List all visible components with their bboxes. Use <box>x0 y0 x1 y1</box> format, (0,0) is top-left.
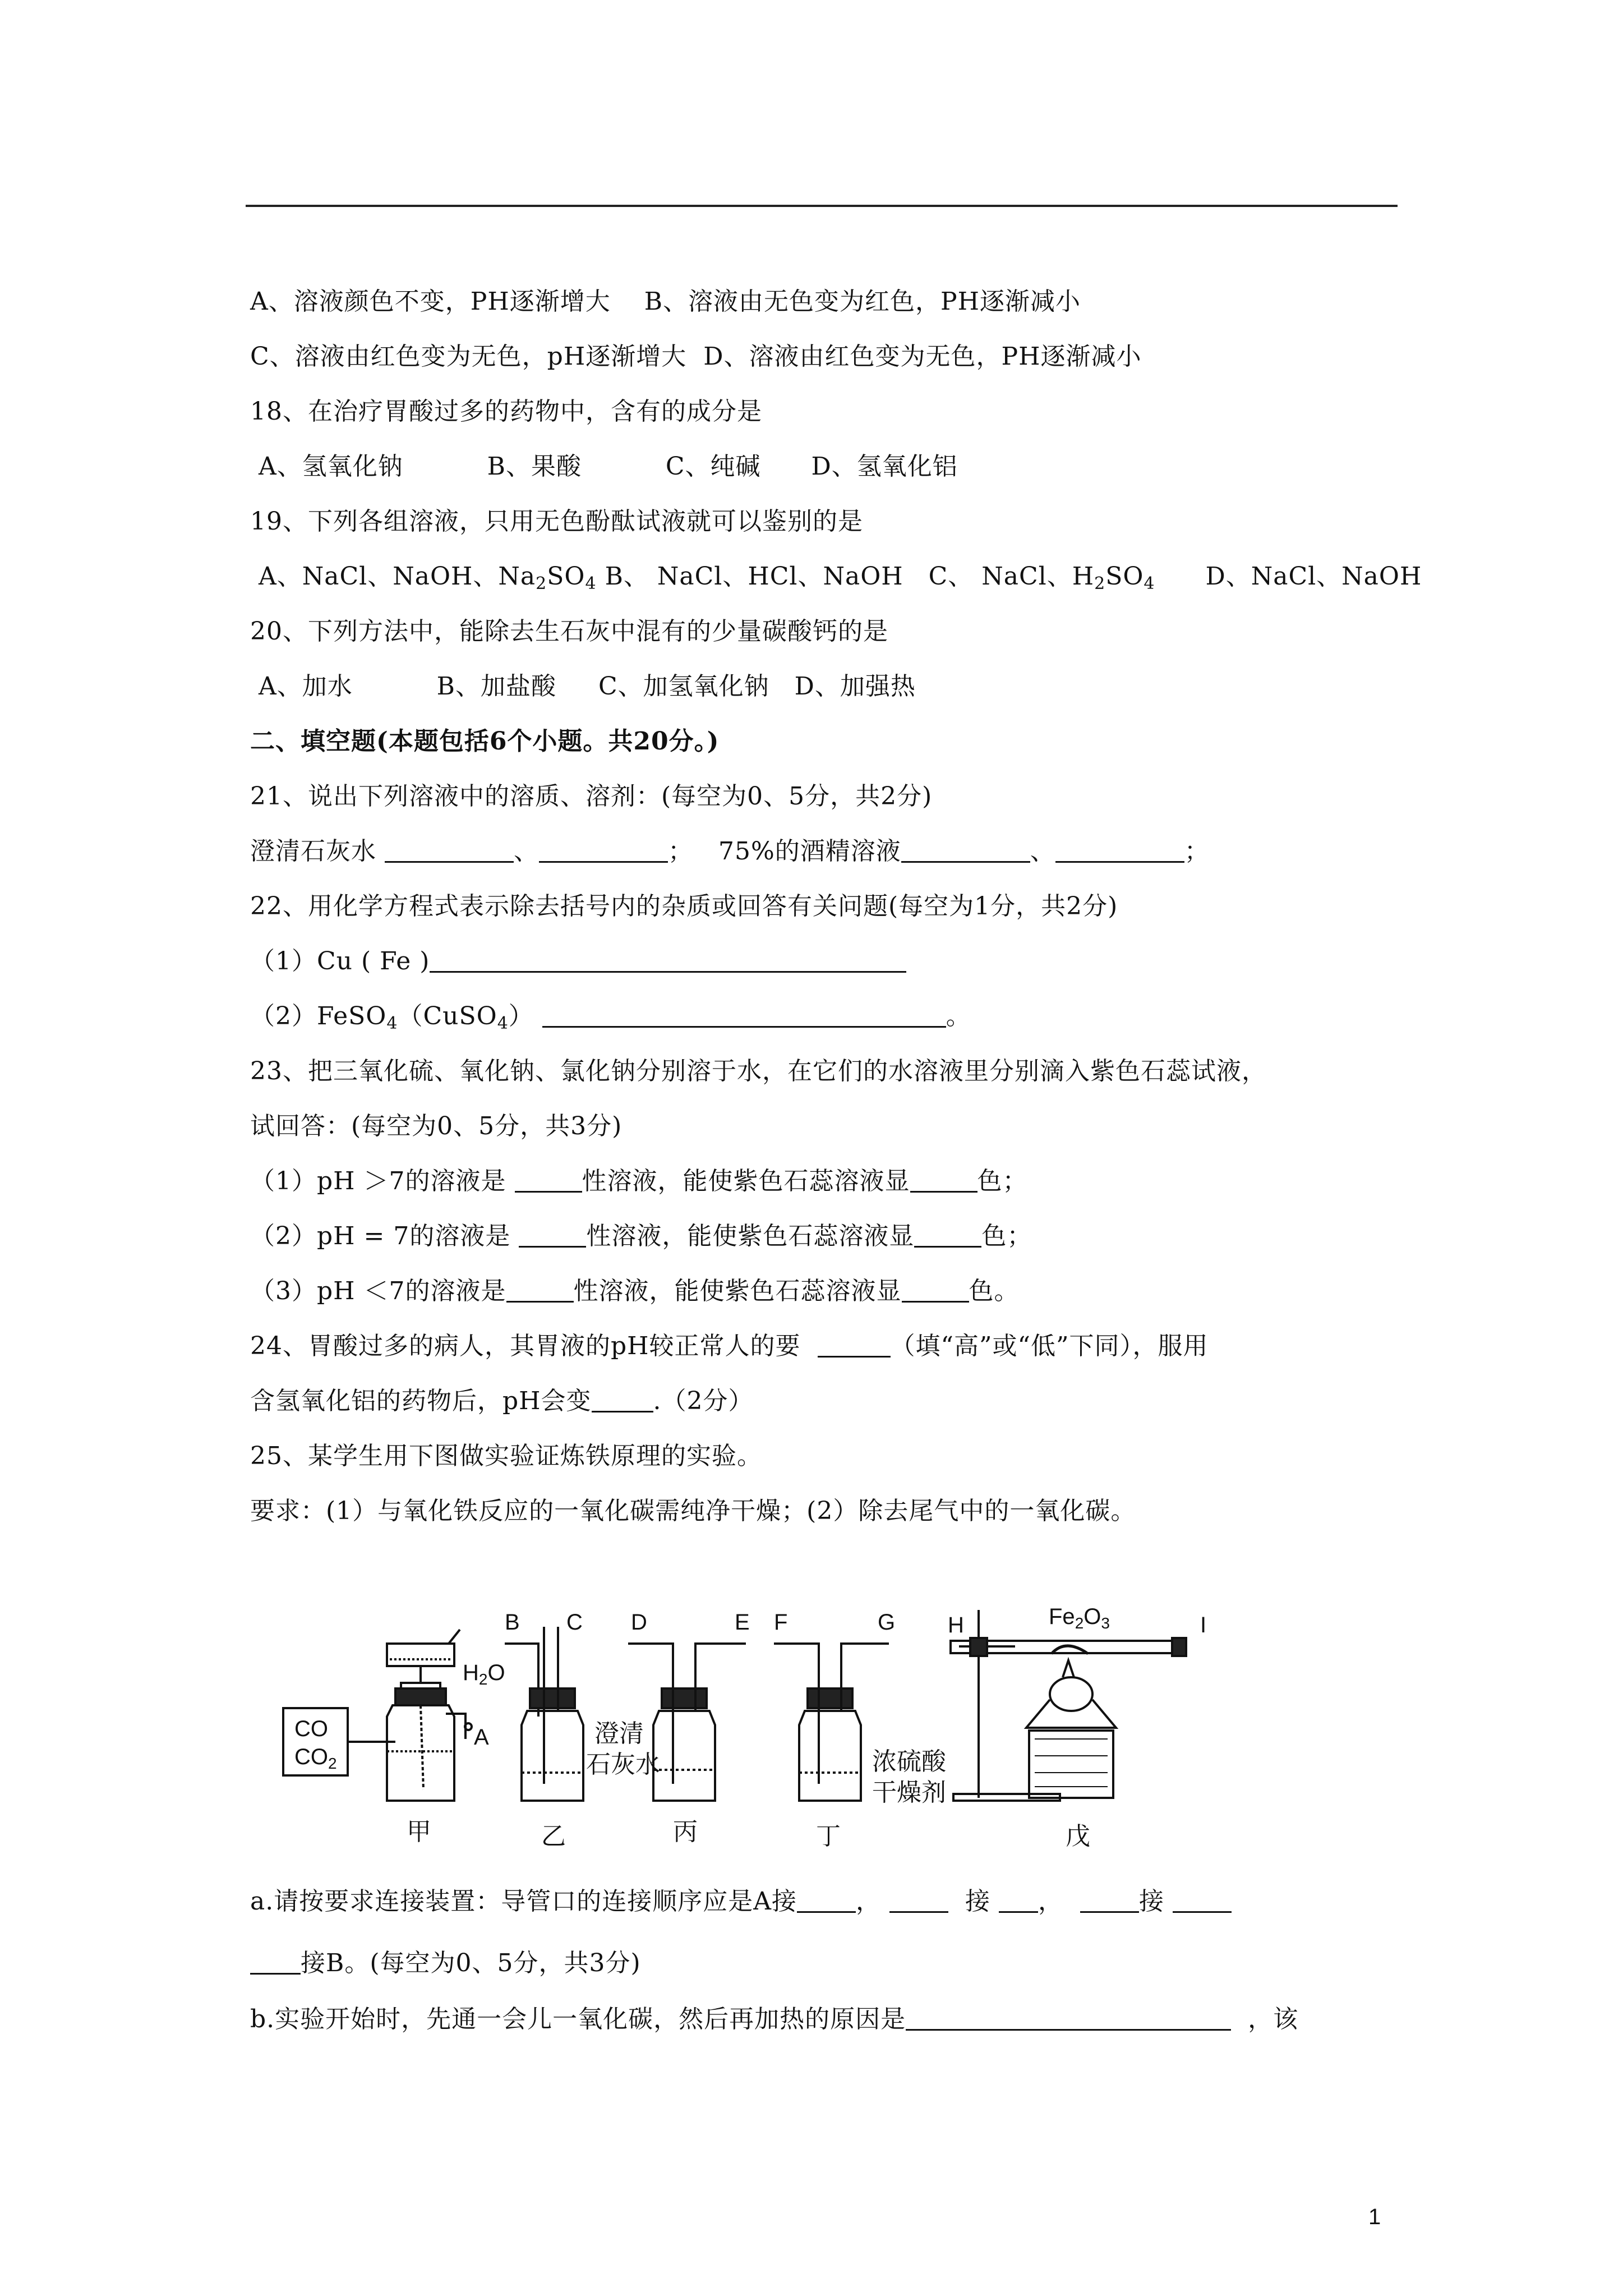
q25-a-line1: a.请按要求连接装置：导管口的连接顺序应是A接 ， 接 ， 接 <box>250 1885 1232 1918</box>
q25-blank2[interactable] <box>889 1885 948 1913</box>
q18-stem: 18、在治疗胃酸过多的药物中，含有的成分是 <box>250 397 762 426</box>
q17-option-c: C、溶液由红色变为无色，pH逐渐增大 <box>250 342 687 371</box>
q25-blank1[interactable] <box>797 1885 856 1913</box>
apparatus-ding <box>774 1644 889 1801</box>
q24-blank1[interactable] <box>818 1330 891 1358</box>
q23-blank3b[interactable] <box>902 1275 969 1303</box>
q18-option-c: C、纯碱 <box>665 452 761 481</box>
q21-item1: 澄清石灰水 <box>250 837 376 866</box>
q20-stem: 20、下列方法中，能除去生石灰中混有的少量碳酸钙的是 <box>250 617 888 646</box>
q22-blank2[interactable] <box>542 1000 946 1028</box>
q19-stem: 19、下列各组溶液，只用无色酚酞试液就可以鉴别的是 <box>250 507 863 536</box>
q23-stem1: 23、把三氧化硫、氧化钠、氯化钠分别溶于水，在它们的水溶液里分别滴入紫色石蕊试液， <box>250 1057 1267 1085</box>
q24-blank2[interactable] <box>592 1385 653 1412</box>
q25-stem: 25、某学生用下图做实验证炼铁原理的实验。 <box>250 1442 762 1470</box>
fig-label-wu: 戊 <box>1066 1822 1090 1851</box>
q25-blank5[interactable] <box>1173 1885 1232 1913</box>
fig-limewater-2: 石灰水 <box>586 1750 660 1779</box>
header-rule <box>246 205 1398 207</box>
q23-blank3a[interactable] <box>506 1275 574 1303</box>
q24-line2: 含氢氧化铝的药物后，pH会变 .（2分） <box>250 1384 754 1418</box>
q20-option-d: D、加强热 <box>794 672 916 701</box>
q22-item1-line <box>250 945 906 978</box>
apparatus-figure <box>280 1604 1301 1862</box>
fig-label-jia: 甲 <box>407 1818 431 1846</box>
q20-option-b: B、加盐酸 <box>436 672 556 701</box>
q19-option-a: A、NaCl、NaOH、$Na_2SO_4$ <box>259 562 597 593</box>
fig-acid-2: 干燥剂 <box>872 1778 946 1807</box>
q25-a-line2: 接B。(每空为0、5分，共3分) <box>250 1947 641 1980</box>
q25-blank4[interactable] <box>1080 1885 1139 1913</box>
q17-option-b: B、溶液由无色变为红色，PH逐渐减小 <box>644 287 1081 316</box>
q21-blank4[interactable] <box>1055 835 1184 863</box>
apparatus-yi <box>505 1627 583 1801</box>
q23-blank2b[interactable] <box>914 1220 981 1248</box>
fig-port-f: F <box>774 1610 788 1635</box>
q20-options <box>250 670 916 703</box>
fig-limewater-1: 澄清 <box>594 1719 644 1748</box>
q19-options <box>250 560 1422 601</box>
apparatus-jia <box>348 1630 472 1801</box>
q18-options <box>250 450 958 484</box>
q23-blank1a[interactable] <box>515 1165 582 1193</box>
q21-blank2[interactable] <box>539 835 668 863</box>
page-number: 1 <box>1368 2205 1381 2229</box>
q20-option-a: A、加水 <box>259 672 353 701</box>
q17-line1 <box>250 285 1081 319</box>
q25-b-line: b.实验开始时，先通一会儿一氧化碳，然后再加热的原因是 ，该 <box>250 2003 1298 2036</box>
fig-port-c: C <box>566 1610 583 1635</box>
q23-line2: （2）pH = 7的溶液是 性溶液，能使紫色石蕊溶液显 色； <box>250 1220 1032 1253</box>
q22-item2-line: （2）FeSO$_4$（CuSO$_4$） 。 <box>250 1000 971 1041</box>
q21-blanks: 澄清石灰水 、 ； 75%的酒精溶液 、 ； <box>250 835 1210 868</box>
section2-title: 二、填空题(本题包括6个小题。共20分。) <box>250 727 720 756</box>
q25-blank3[interactable] <box>999 1885 1038 1913</box>
fig-co2: $CO_2$ <box>294 1745 337 1772</box>
q25-blank7[interactable] <box>906 2003 1231 2031</box>
q23-line3: （3）pH ＜7的溶液是 性溶液，能使紫色石蕊溶液显 色。 <box>250 1274 1020 1308</box>
fig-label-ding: 丁 <box>816 1822 841 1851</box>
q17-line2 <box>250 340 1141 374</box>
fig-port-b: B <box>505 1610 520 1635</box>
q23-blank1b[interactable] <box>910 1165 978 1193</box>
q17-option-a: A、溶液颜色不变，PH逐渐增大 <box>250 287 611 316</box>
fig-h2o: $H_2O$ <box>463 1660 505 1688</box>
fig-fe2o3: $Fe_2O_3$ <box>1049 1604 1110 1632</box>
q19-option-b: B、 NaCl、HCl、NaOH <box>605 562 903 591</box>
q18-option-b: B、果酸 <box>487 452 582 481</box>
q20-option-c: C、加氢氧化钠 <box>598 672 769 701</box>
q22-item2: （2）FeSO$_4$（CuSO$_4$） <box>250 1002 534 1033</box>
fig-port-g: G <box>878 1610 896 1635</box>
q23-stem2: 试回答：(每空为0、5分，共3分) <box>250 1112 623 1140</box>
q23-blank2a[interactable] <box>519 1220 586 1248</box>
fig-port-d: D <box>631 1610 647 1635</box>
fig-acid-1: 浓硫酸 <box>872 1747 946 1776</box>
fig-label-yi: 乙 <box>541 1822 566 1851</box>
q23-line1: （1）pH ＞7的溶液是 性溶液，能使紫色石蕊溶液显 色； <box>250 1165 1028 1198</box>
apparatus-wu <box>951 1610 1186 1801</box>
fig-port-h: H <box>948 1613 964 1637</box>
q17-option-d: D、溶液由红色变为无色，PH逐渐减小 <box>703 342 1142 371</box>
q21-stem: 21、说出下列溶液中的溶质、溶剂：(每空为0、5分，共2分) <box>250 782 933 811</box>
fig-label-bing: 丙 <box>673 1818 698 1846</box>
q25-blank6[interactable] <box>250 1947 301 1975</box>
q19-option-c: C、 NaCl、$H_2SO_4$ <box>928 562 1155 593</box>
q25-requirement: 要求：(1）与氧化铁反应的一氧化碳需纯净干燥；(2）除去尾气中的一氧化碳。 <box>250 1497 1136 1525</box>
q18-option-a: A、氢氧化钠 <box>259 452 403 481</box>
q18-option-d: D、氢氧化铝 <box>811 452 958 481</box>
fig-port-e: E <box>735 1610 750 1635</box>
q19-option-d: D、NaCl、NaOH <box>1205 562 1422 591</box>
q21-item2: 75%的酒精溶液 <box>718 837 901 866</box>
q21-blank1[interactable] <box>385 835 514 863</box>
q21-blank3[interactable] <box>901 835 1030 863</box>
fig-port-i: I <box>1200 1613 1207 1637</box>
q22-item1: （1）Cu ( Fe ) <box>250 947 430 976</box>
q22-blank1[interactable] <box>430 945 906 973</box>
q24-line1: 24、胃酸过多的病人，其胃液的pH较正常人的要 （填“高”或“低”下同），服用 <box>250 1329 1209 1363</box>
fig-port-a: A <box>474 1725 489 1750</box>
q22-stem: 22、用化学方程式表示除去括号内的杂质或回答有关问题(每空为1分，共2分) <box>250 892 1118 921</box>
fig-co: CO <box>294 1717 328 1741</box>
